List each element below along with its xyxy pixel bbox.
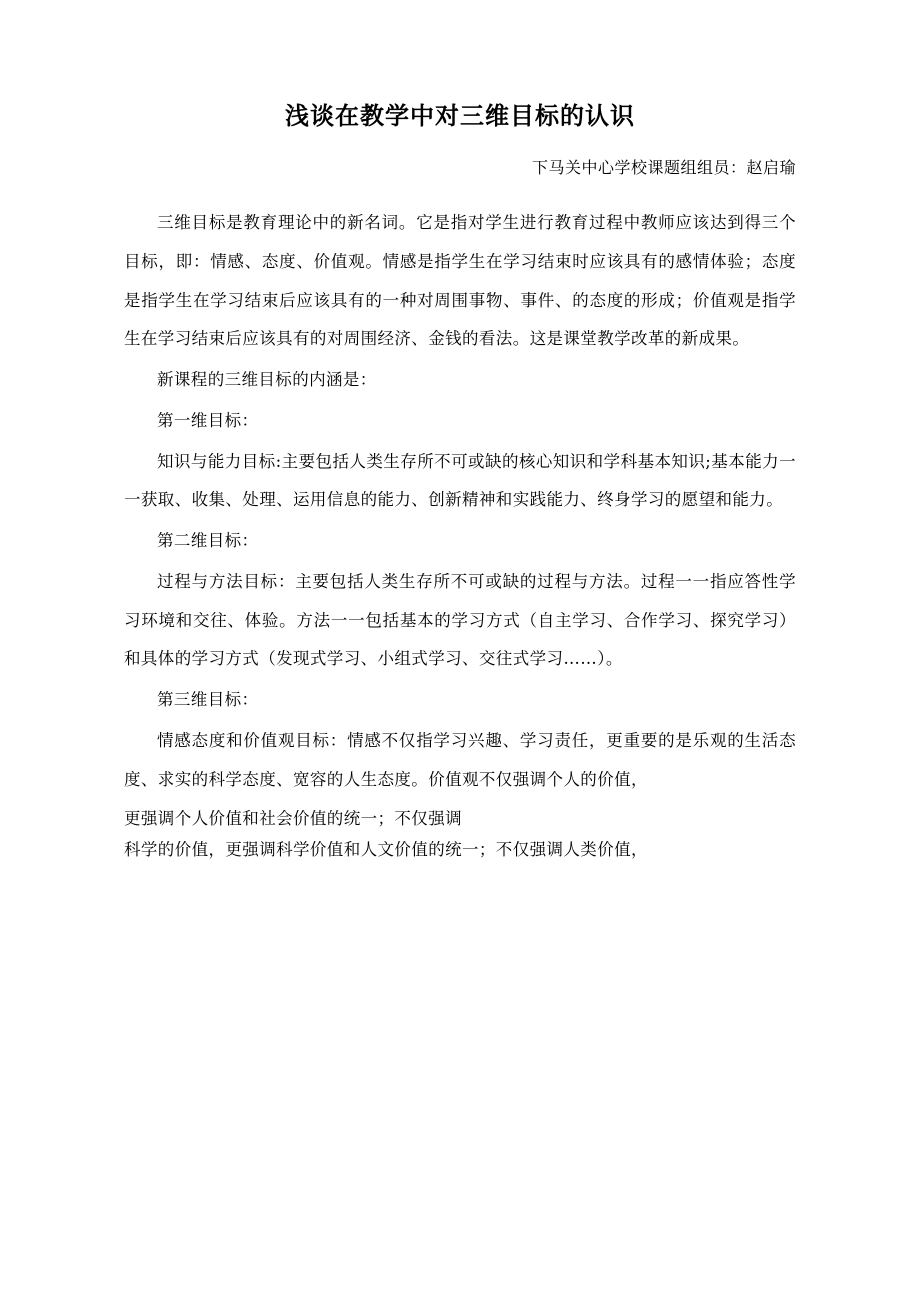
paragraph-3: 第一维目标： xyxy=(157,410,259,430)
page-title: 浅谈在教学中对三维目标的认识 xyxy=(285,102,635,130)
paragraph-10: 科学的价值，更强调科学价值和人文价值的统一；不仅强调人类价值， xyxy=(124,840,648,860)
byline: 下马关中心学校课题组组员：赵启瑜 xyxy=(531,158,796,177)
paragraph-9: 更强调个人价值和社会价值的统一；不仅强调 xyxy=(124,809,462,829)
paragraph-6: 过程与方法目标：主要包括人类生存所不可或缺的过程与方法。过程一一指应答性学习环境和交往、体验。方法一一包括基本的学习方式（自主学习、合作学习、探究学习）和具体的学习方式（发现式学习、小组式学习、交往式学习……）。 xyxy=(124,571,796,669)
paragraph-4: 知识与能力目标:主要包括人类生存所不可或缺的核心知识和学科基本知识;基本能力一一获取、收集、处理、运用信息的能力、创新精神和实践能力、终身学习的愿望和能力。 xyxy=(124,451,796,510)
document-body xyxy=(124,98,796,867)
paragraph-1: 三维目标是教育理论中的新名词。它是指对学生进行教育过程中教师应该达到得三个目标，即：情感、态度、价值观。情感是指学生在学习结束时应该具有的感情体验；态度是指学生在学习结束后应该具有的一种对周围事物、事件、的态度的形成；价值观是指学生在学习结束后应该具有的对周围经济、金钱的看法。这是课堂教学改革的新成果。 xyxy=(124,213,796,349)
paragraph-7: 第三维目标： xyxy=(157,690,259,710)
paragraph-2: 新课程的三维目标的内涵是： xyxy=(157,370,377,390)
paragraph-5: 第二维目标： xyxy=(157,531,259,551)
paragraph-8: 情感态度和价值观目标：情感不仅指学习兴趣、学习责任，更重要的是乐观的生活态度、求实的科学态度、宽容的人生态度。价值观不仅强调个人的价值， xyxy=(124,730,796,789)
